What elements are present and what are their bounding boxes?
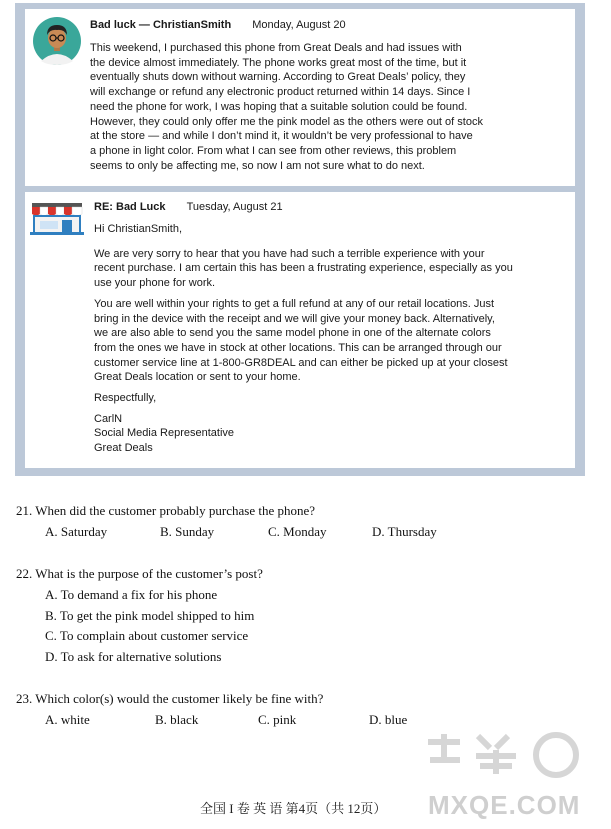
post-date: Monday, August 20 xyxy=(252,19,346,31)
option-23-c[interactable]: C. pink xyxy=(258,712,297,727)
reply-line: bring in the device with the receipt and we will give your money back. Alternatively, xyxy=(94,312,495,325)
option-22-a[interactable]: A. To demand a fix for his phone xyxy=(45,587,218,602)
watermark-text: MXQE.COM xyxy=(428,790,581,820)
reply-line: Great Deals location or sent to your home. xyxy=(94,371,301,384)
reply-line: customer service line at 1-800-GR8DEAL and can either be picked up at your closest xyxy=(94,356,508,369)
user-avatar-icon xyxy=(33,17,81,65)
option-23-a[interactable]: A. white xyxy=(45,712,90,727)
post-line: This weekend, I purchased this phone from Great Deals and had issues with xyxy=(90,42,462,54)
reply-line: from the ones we have in stock at other locations. This can be arranged through our xyxy=(94,341,502,354)
reply-closing: Respectfully, xyxy=(94,392,157,405)
reply-line: use your phone for work. xyxy=(94,277,216,290)
post-line: However, they could only offer me the pink model as the others were out of stock xyxy=(90,115,483,128)
question-22: 22. What is the purpose of the customer’s post? xyxy=(16,566,263,581)
reply-header xyxy=(94,201,283,213)
option-21-b[interactable]: B. Sunday xyxy=(160,524,215,539)
post-author: Bad luck — ChristianSmith xyxy=(90,19,232,31)
post-line: seems to only be affecting me, so now I am not sure what to do next. xyxy=(90,159,425,172)
post-line: the device almost immediately. The phone works great most of the time, but it xyxy=(90,56,467,69)
reply-paragraph-1 xyxy=(94,247,513,291)
signature-name: CarlN xyxy=(94,412,123,425)
post-header xyxy=(90,19,346,31)
reply-date: Tuesday, August 21 xyxy=(186,201,283,213)
reply-line: We are very sorry to hear that you have had such a terrible experience with your xyxy=(94,247,485,260)
option-21-c[interactable]: C. Monday xyxy=(268,524,327,539)
question-23: 23. Which color(s) would the customer likely be fine with? xyxy=(16,691,324,706)
post-line: a phone in light color. From what I can see from other reviews, this problem xyxy=(90,144,457,157)
option-23-d[interactable]: D. blue xyxy=(369,712,408,727)
reply-line: You are well within your rights to get a full refund at any of our retail locations. Just xyxy=(94,297,495,310)
reply-title: RE: Bad Luck xyxy=(94,201,166,213)
reply-signature xyxy=(94,412,513,456)
reply-greeting: Hi ChristianSmith, xyxy=(94,223,183,235)
option-23-b[interactable]: B. black xyxy=(155,712,199,727)
reply-line: recent purchase. I am certain this has been a frustrating experience, especially as you xyxy=(94,262,513,275)
reply-paragraph-2 xyxy=(94,297,513,385)
post-body xyxy=(90,41,483,173)
option-21-d[interactable]: D. Thursday xyxy=(372,524,437,539)
page-footer: 全国 I 卷 英 语 第4页（共 12页） xyxy=(200,801,387,816)
option-21-a[interactable]: A. Saturday xyxy=(45,524,108,539)
post-line: eventually shuts down without warning. According to Great Deals’ policy, they xyxy=(90,71,466,84)
signature-company: Great Deals xyxy=(94,442,153,455)
reply-line: we are also able to send you the same model phone in one of the alternate colors xyxy=(94,327,491,340)
post-line: will exchange or refund any electronic product returned within 14 days. Since I xyxy=(90,86,471,99)
signature-title: Social Media Representative xyxy=(94,427,235,440)
question-21: 21. When did the customer probably purchase the phone? xyxy=(16,503,316,518)
reply-body xyxy=(94,222,513,463)
option-22-d[interactable]: D. To ask for alternative solutions xyxy=(45,649,222,664)
option-22-c[interactable]: C. To complain about customer service xyxy=(45,628,249,643)
option-22-b[interactable]: B. To get the pink model shipped to him xyxy=(45,608,255,623)
post-line: need the phone for work, I was hoping that a suitable solution could be found. xyxy=(90,100,468,113)
store-icon xyxy=(30,203,84,235)
post-line: at the store — and while I don’t mind it, it wouldn’t be very professional to have xyxy=(90,130,473,143)
